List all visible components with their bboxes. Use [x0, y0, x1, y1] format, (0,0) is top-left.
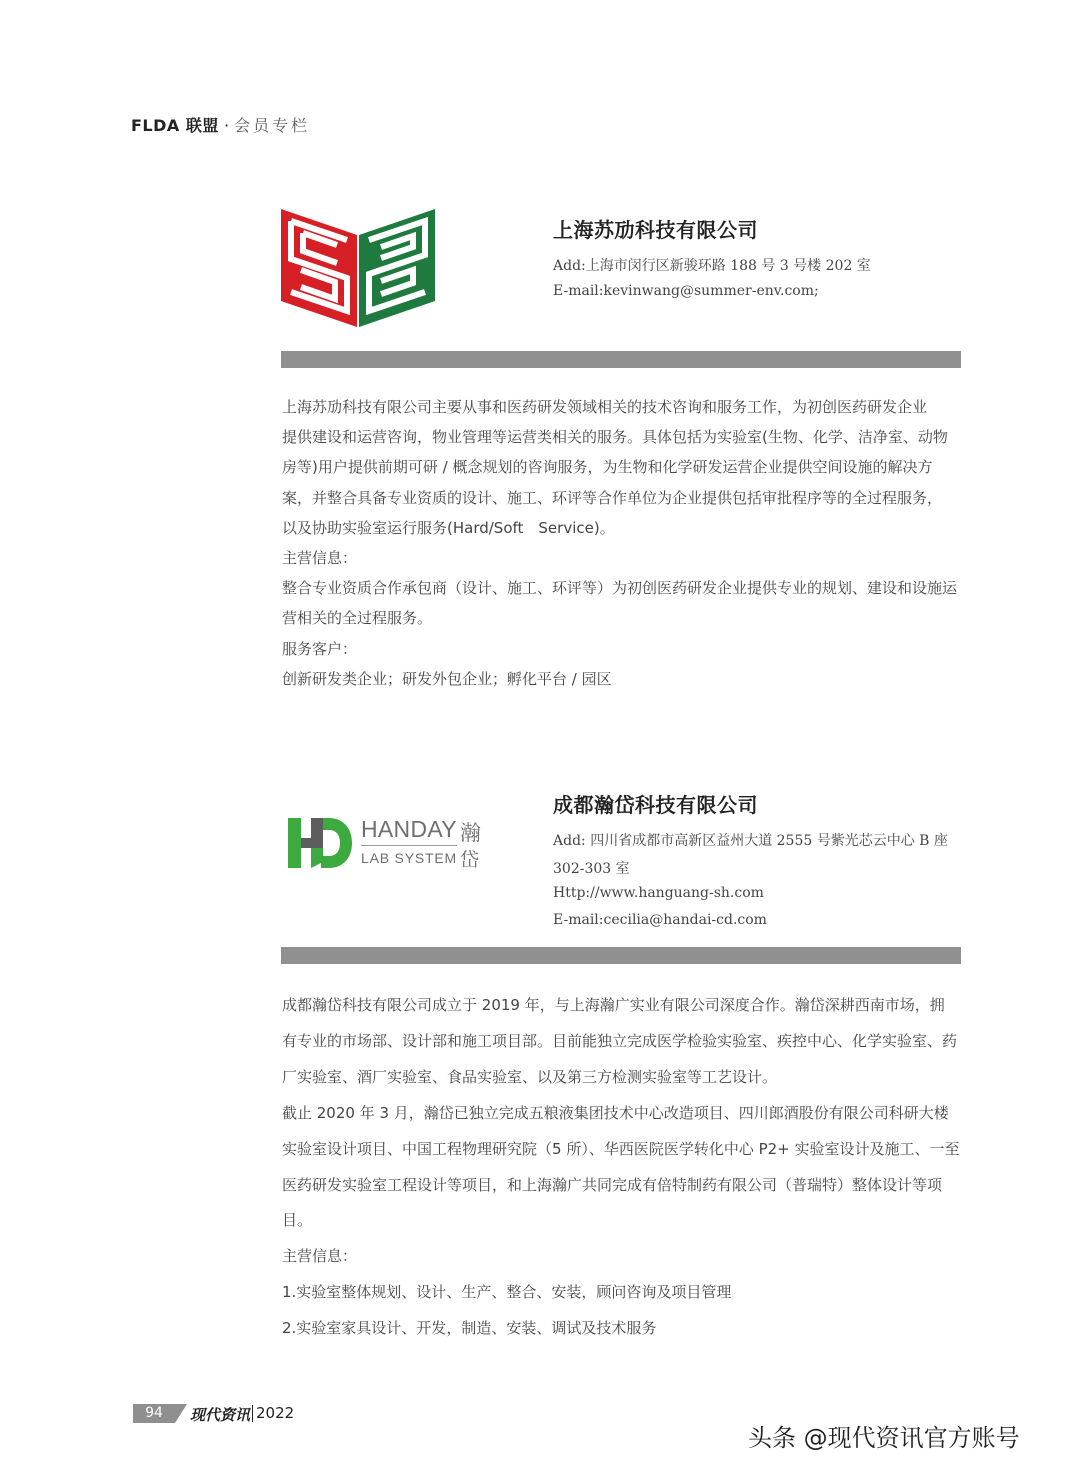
company2-main-business-item: 2.实验室家具设计、开发，制造、安装、调试及技术服务 — [282, 1319, 657, 1338]
section-divider-1 — [281, 351, 961, 368]
company2-main-business-heading: 主营信息： — [282, 1247, 358, 1266]
company2-address-line2: 302-303 室 — [553, 861, 630, 877]
header-brand: FLDA 联盟 — [131, 116, 219, 135]
page-number-tab — [175, 1404, 187, 1423]
company1-clients-heading: 服务客户： — [282, 639, 358, 658]
company1-main-business-line: 营相关的全过程服务。 — [282, 609, 433, 628]
handay-logo-subtext: LAB SYSTEM — [361, 850, 457, 866]
header-dot: · — [218, 116, 235, 135]
company1-body — [282, 392, 972, 694]
company2-intro — [282, 988, 972, 1347]
handay-logo-cn-1: 瀚 — [460, 821, 481, 845]
company2-intro-line: 目。 — [282, 1211, 313, 1230]
logo-h-right-bar — [311, 818, 323, 848]
company1-email: E-mail:kevinwang@summer-env.com; — [553, 283, 819, 299]
issue-year: 2022 — [256, 1404, 295, 1422]
company1-name: 上海苏劢科技有限公司 — [553, 218, 758, 242]
logo-h-left-bar — [288, 818, 301, 868]
summer-env-logo — [279, 207, 437, 329]
company2-email: E-mail:cecilia@handai-cd.com — [553, 912, 767, 928]
company2-website: Http://www.hanguang-sh.com — [553, 885, 764, 901]
header-column: 会员专栏 — [234, 116, 311, 135]
handay-logo-mark — [287, 816, 353, 870]
company2-intro-line: 有专业的市场部、设计部和施工项目部。目前能独立完成医学检验实验室、疾控中心、化学实验室、药 — [282, 1031, 958, 1050]
company2-body — [282, 988, 972, 1347]
company1-intro-line: 案，并整合具备专业资质的设计、施工、环评等合作单位为企业提供包括审批程序等的全过程服务， — [282, 488, 943, 507]
company1-clients: 创新研发类企业；研发外包企业；孵化平台 / 园区 — [282, 669, 612, 688]
company2-intro-line: 厂实验室、酒厂实验室、食品实验室、以及第三方检测实验室等工艺设计。 — [282, 1067, 778, 1086]
company1-main-business-heading: 主营信息： — [282, 549, 358, 568]
company2-address-line1: Add: 四川省成都市高新区益州大道 2555 号紫光芯云中心 B 座 — [553, 833, 948, 849]
company2-intro-line: 截止 2020 年 3 月，瀚岱已独立完成五粮液集团技术中心改造项目、四川郎酒股份有限公司科研大楼 — [282, 1103, 949, 1122]
handay-logo-cn-2: 岱 — [460, 849, 480, 871]
company1-intro — [282, 392, 972, 694]
handay-logo-text: HANDAY — [361, 816, 457, 842]
company1-intro-line: 以及协助实验室运行服务(Hard/Soft Service)。 — [282, 518, 615, 537]
handay-logo-rule — [361, 845, 457, 846]
company1-intro-line: 房等)用户提供前期可研 / 概念规划的咨询服务，为生物和化学研发运营企业提供空间设施的解决方 — [282, 458, 933, 477]
section-divider-2 — [281, 947, 961, 964]
company2-intro-line: 成都瀚岱科技有限公司成立于 2019 年，与上海瀚广实业有限公司深度合作。瀚岱深耕西南市场，拥 — [282, 996, 945, 1014]
company2-main-business-item: 1.实验室整体规划、设计、生产、整合、安装，顾问咨询及项目管理 — [282, 1283, 732, 1302]
company1-main-business-line: 整合专业资质合作承包商（设计、施工、环评等）为初创医药研发企业提供专业的规划、建设和设施运 — [282, 579, 958, 598]
company1-intro-line: 上海苏劢科技有限公司主要从事和医药研发领域相关的技术咨询和服务工作，为初创医药研发企业 — [282, 398, 928, 416]
company2-intro-line: 医药研发实验室工程设计等项目，和上海瀚广共同完成有倍特制药有限公司（普瑞特）整体设计等项 — [282, 1175, 943, 1194]
page-header — [131, 113, 310, 136]
company2-name: 成都瀚岱科技有限公司 — [553, 793, 758, 817]
company1-address: Add:上海市闵行区新骏环路 188 号 3 号楼 202 室 — [553, 258, 871, 274]
footer-separator — [252, 1405, 253, 1422]
company2-intro-line: 实验室设计项目、中国工程物理研究院（5 所）、华西医院医学转化中心 P2+ 实验室设计及施工、一至 — [282, 1139, 960, 1158]
page-number: 94 — [133, 1404, 175, 1423]
company1-intro-line: 提供建设和运营咨询，物业管理等运营类相关的服务。具体包括为实验室(生物、化学、洁净室、动物 — [282, 428, 948, 447]
source-watermark: 头条 @现代资讯官方账号 — [748, 1424, 1020, 1452]
magazine-title: 现代资讯 — [190, 1406, 251, 1424]
